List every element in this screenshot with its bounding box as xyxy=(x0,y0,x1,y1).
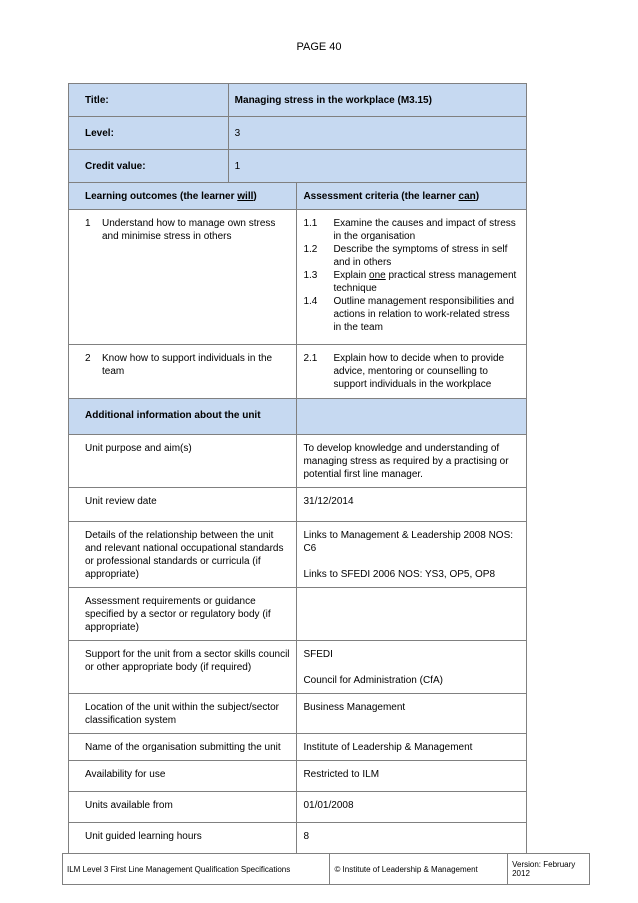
page-footer xyxy=(62,853,590,885)
criterion-1-3: 1.3 Explain one practical stress management technique xyxy=(303,270,517,294)
info-row xyxy=(69,522,527,588)
outcomes-header-row xyxy=(69,183,527,210)
criterion-2-1: 2.1 Explain how to decide when to provide advice, mentoring or counselling to support individuals in the workplace xyxy=(303,353,505,390)
info-value: Business Management xyxy=(303,702,406,713)
info-value xyxy=(297,588,526,601)
footer-qualification: ILM Level 3 First Line Management Qualification Specifications xyxy=(63,854,330,885)
page-number: PAGE 40 xyxy=(296,41,342,53)
title-row xyxy=(69,84,527,117)
info-label: Unit review date xyxy=(85,496,157,507)
info-label: Availability for use xyxy=(85,769,166,780)
info-label: Details of the relationship between the unit and relevant national occupational standards or professional standards or curricula (if appropriate) xyxy=(85,530,284,580)
info-row xyxy=(69,641,527,694)
footer-copyright: © Institute of Leadership & Management xyxy=(330,854,508,885)
info-label: Name of the organisation submitting the unit xyxy=(85,742,281,753)
info-label: Support for the unit from a sector skills council or other appropriate body (if required) xyxy=(85,649,290,673)
info-value: Restricted to ILM xyxy=(303,769,380,780)
level-label: Level: xyxy=(85,128,114,139)
info-row xyxy=(69,792,527,823)
info-label: Assessment requirements or guidance specified by a sector or regulatory body (if appropriate) xyxy=(85,596,271,633)
outcome-text: Know how to support individuals in the team xyxy=(102,353,273,377)
learning-outcomes-heading: Learning outcomes (the learner will) xyxy=(85,191,257,202)
info-row xyxy=(69,435,527,488)
info-value: 8 xyxy=(303,831,310,842)
outcome-number: 1 xyxy=(85,218,91,229)
criterion-1-4: 1.4 Outline management responsibilities and actions in relation to work-related stress in the team xyxy=(303,296,515,333)
criterion-1-2: 1.2 Describe the symptoms of stress in self and in others xyxy=(303,244,508,268)
info-value: 31/12/2014 xyxy=(303,496,354,507)
level-value: 3 xyxy=(234,128,241,139)
outcome-text: Understand how to manage own stress and minimise stress in others xyxy=(102,218,276,242)
info-row xyxy=(69,488,527,522)
info-label: Units available from xyxy=(85,800,173,811)
additional-info-heading: Additional information about the unit xyxy=(85,410,261,421)
assessment-criteria-heading: Assessment criteria (the learner can) xyxy=(303,191,480,202)
footer-version: Version: February 2012 xyxy=(508,854,590,885)
credit-label: Credit value: xyxy=(85,161,146,172)
info-row xyxy=(69,734,527,761)
title-value: Managing stress in the workplace (M3.15) xyxy=(234,95,432,106)
unit-spec-table xyxy=(68,83,527,854)
credit-value: 1 xyxy=(234,161,241,172)
credit-row xyxy=(69,150,527,183)
title-label: Title: xyxy=(85,95,109,106)
info-label: Unit guided learning hours xyxy=(85,831,202,842)
info-value: To develop knowledge and understanding of managing stress as required by a practising or potential first line manager. xyxy=(303,443,509,480)
info-value: Links to Management & Leadership 2008 NOS: C6 Links to SFEDI 2006 NOS: YS3, OP5, OP8 xyxy=(303,530,514,580)
info-row xyxy=(69,694,527,734)
info-value: Institute of Leadership & Management xyxy=(303,742,473,753)
level-row xyxy=(69,117,527,150)
info-label: Unit purpose and aim(s) xyxy=(85,443,192,454)
info-row xyxy=(69,761,527,792)
outcome-row-2 xyxy=(69,345,527,399)
info-row xyxy=(69,823,527,854)
outcome-number: 2 xyxy=(85,353,91,364)
info-label: Location of the unit within the subject/sector classification system xyxy=(85,702,280,726)
additional-info-heading-row xyxy=(69,399,527,435)
outcome-row-1 xyxy=(69,210,527,345)
info-row xyxy=(69,588,527,641)
info-value: SFEDI Council for Administration (CfA) xyxy=(303,649,443,686)
info-value: 01/01/2008 xyxy=(303,800,354,811)
criterion-1-1: 1.1 Examine the causes and impact of stress in the organisation xyxy=(303,218,516,242)
